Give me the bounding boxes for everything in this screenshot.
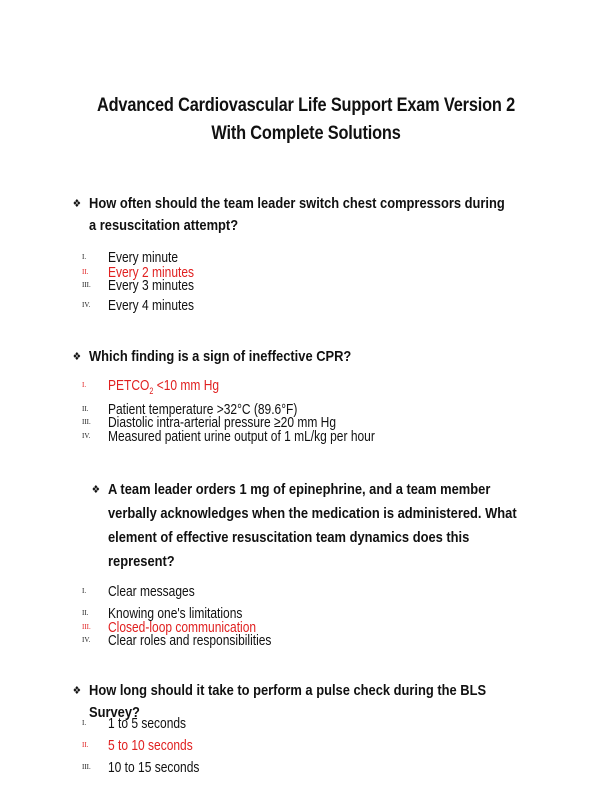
option-number: IV. [82,301,91,309]
title-line-1: Advanced Cardiovascular Life Support Exam Version 2 [96,95,516,116]
option-number: I. [82,587,87,595]
question-1 [72,193,515,237]
option-text [108,378,219,399]
option-text: Clear roles and responsibilities [108,632,272,649]
option-number: II. [82,741,89,749]
diamond-bullet-icon: ❖ [72,685,82,697]
option-text: Every 4 minutes [108,297,195,314]
option-row [82,633,542,649]
option-text: Closed-loop communication [108,619,257,636]
option-text: Diastolic intra-arterial pressure ≥20 mm Hg [108,414,336,431]
option-number: III. [82,623,91,631]
option-text: 10 to 15 seconds [108,759,200,776]
option-row [82,716,542,732]
option-number: IV. [82,432,91,440]
option-number: II. [82,609,89,617]
option-row [82,584,542,600]
diamond-bullet-icon: ❖ [72,198,82,210]
question-text: How often should the team leader switch chest compressors during a resuscitation attempt? [89,195,505,234]
question-2 [72,346,515,368]
option-text: Every 3 minutes [108,277,195,294]
option-number: III. [82,281,91,289]
option-number: III. [82,418,91,426]
option-number: I. [82,381,87,389]
option-text: 5 to 10 seconds [108,737,193,754]
option-text-rest: <10 mm Hg [153,377,220,394]
diamond-bullet-icon: ❖ [72,351,82,363]
document-title [94,92,517,148]
option-text-main: PETCO [108,377,150,394]
option-row [82,298,542,314]
title-line-2: With Complete Solutions [211,123,401,144]
option-row-correct [82,738,542,754]
option-text: Clear messages [108,583,195,600]
option-text-subscript: 2 [149,386,154,396]
option-row [82,278,542,294]
option-number: II. [82,268,89,276]
option-text: Every minute [108,249,179,266]
option-text: Knowing one's limitations [108,605,243,622]
option-number: II. [82,405,89,413]
option-text: Measured patient urine output of 1 mL/kg per hour [108,428,375,445]
option-number: III. [82,763,91,771]
option-row-correct [82,378,542,394]
option-text: 1 to 5 seconds [108,715,187,732]
question-text: How long should it take to perform a pulse check during the BLS Survey? [89,682,487,721]
option-row [82,760,542,776]
question-text: Which finding is a sign of ineffective CPR? [89,348,352,365]
question-text: A team leader orders 1 mg of epinephrine, and a team member verbally acknowledges when the medication is administered. What element of effective resuscitation team dynamics does this represent? [108,481,517,570]
option-number: I. [82,253,87,261]
option-text: Every 2 minutes [108,264,195,281]
diamond-bullet-icon: ❖ [91,484,101,496]
question-3 [91,478,519,574]
option-row [82,429,542,445]
option-text: Patient temperature >32°C (89.6°F) [108,401,298,418]
option-number: IV. [82,636,91,644]
option-number: I. [82,719,87,727]
